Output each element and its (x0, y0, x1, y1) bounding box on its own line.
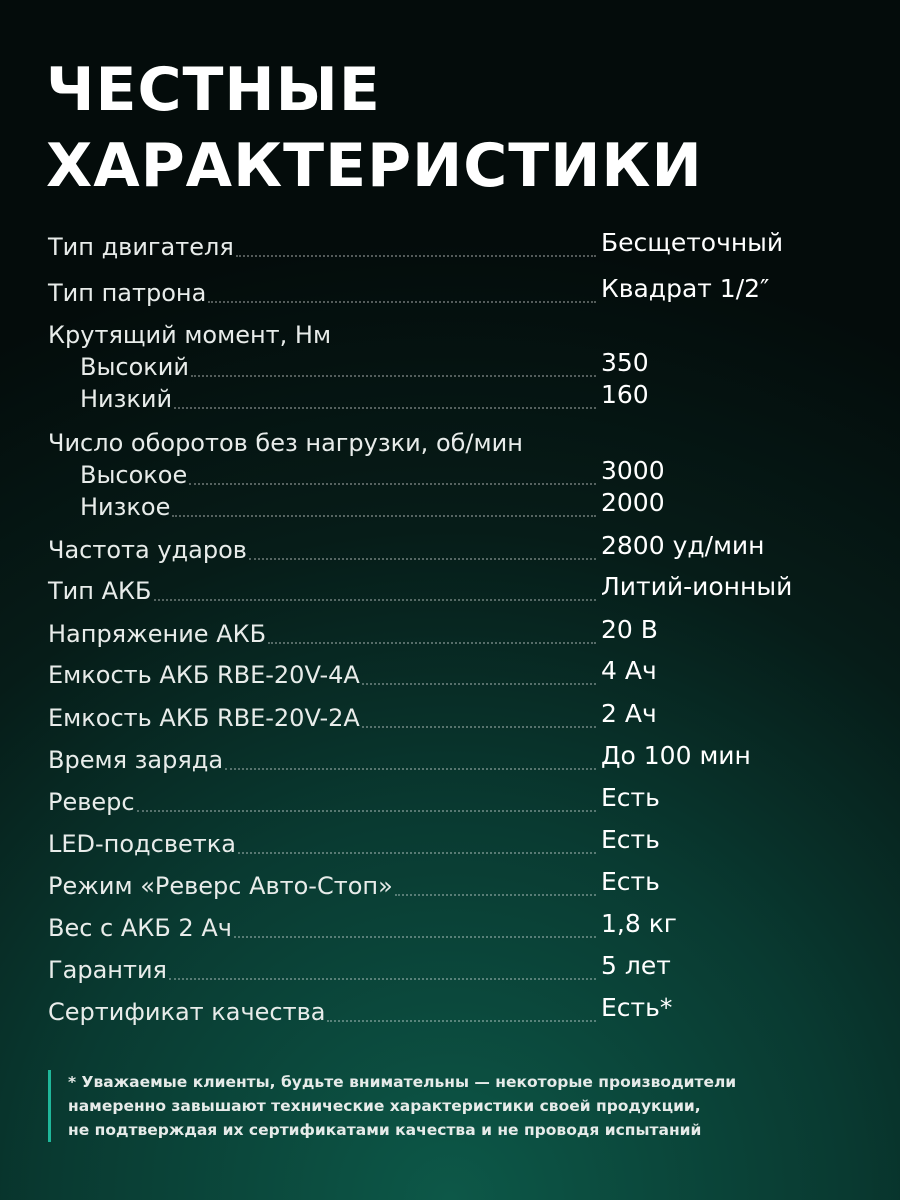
spec-label: Гарантия (48, 956, 167, 984)
spec-row-battery-type (48, 572, 848, 612)
spec-value: 2 Ач (601, 699, 657, 728)
spec-label: Низкое (80, 493, 171, 521)
dotted-leader (327, 1020, 596, 1022)
dotted-leader (249, 558, 596, 560)
page-title (46, 52, 866, 204)
spec-value: 5 лет (601, 951, 671, 980)
spec-value: 4 Ач (601, 656, 657, 685)
spec-label: Высокое (80, 461, 188, 489)
dotted-leader (169, 978, 596, 980)
spec-value: 2000 (601, 488, 665, 517)
spec-label: Реверс (48, 788, 135, 816)
spec-row-chuck-type (48, 274, 848, 314)
spec-row-torque-low (48, 380, 848, 420)
spec-label: Низкий (80, 385, 173, 413)
spec-label: Режим «Реверс Авто-Стоп» (48, 872, 393, 900)
dotted-leader (268, 642, 596, 644)
spec-row-engine-type (48, 228, 848, 268)
spec-label: Тип АКБ (48, 577, 152, 605)
dotted-leader (208, 301, 596, 303)
footnote-line-2: намеренно завышают технические характеристики своей продукции, (68, 1097, 701, 1115)
spec-row-certificate (48, 993, 848, 1033)
spec-row-warranty (48, 951, 848, 991)
spec-label: Вес с АКБ 2 Ач (48, 914, 232, 942)
footnote (48, 1070, 858, 1142)
spec-label: Сертификат качества (48, 998, 326, 1026)
footnote-line-1: * Уважаемые клиенты, будьте внимательны — некоторые производители (68, 1073, 737, 1091)
title-line-1: ЧЕСТНЫЕ (46, 55, 381, 125)
spec-value: 350 (601, 348, 649, 377)
spec-label: Напряжение АКБ (48, 620, 267, 648)
spec-value: Литий-ионный (601, 572, 793, 601)
dotted-leader (395, 894, 596, 896)
spec-label: Емкость АКБ RBE-20V-2A (48, 704, 360, 732)
dotted-leader (172, 515, 596, 517)
dotted-leader (154, 599, 596, 601)
spec-value: Есть (601, 825, 660, 854)
dotted-leader (225, 768, 596, 770)
dotted-leader (362, 726, 596, 728)
spec-heading-label: Число оборотов без нагрузки, об/мин (48, 429, 523, 457)
spec-label: Тип двигателя (48, 233, 234, 261)
spec-row-capacity-2a (48, 699, 848, 739)
dotted-leader (234, 936, 596, 938)
dotted-leader (191, 375, 596, 377)
spec-row-rpm-high (48, 456, 848, 496)
spec-label: LED-подсветка (48, 830, 236, 858)
spec-value: 1,8 кг (601, 909, 677, 938)
spec-heading-label: Крутящий момент, Нм (48, 321, 332, 349)
spec-row-led-light (48, 825, 848, 865)
title-line-2: ХАРАКТЕРИСТИКИ (46, 131, 703, 201)
footnote-line-3: не подтверждая их сертификатами качества и не проводя испытаний (68, 1121, 702, 1139)
spec-row-impact-rate (48, 531, 848, 571)
spec-value: Есть (601, 867, 660, 896)
spec-heading-torque (48, 320, 848, 356)
dotted-leader (362, 683, 596, 685)
spec-row-capacity-4a (48, 656, 848, 696)
spec-value: Бесщеточный (601, 228, 784, 257)
spec-row-weight (48, 909, 848, 949)
spec-label: Время заряда (48, 746, 224, 774)
spec-value: 3000 (601, 456, 665, 485)
spec-value: Есть (601, 783, 660, 812)
spec-row-battery-voltage (48, 615, 848, 655)
spec-row-torque-high (48, 348, 848, 388)
dotted-leader (236, 255, 596, 257)
spec-row-auto-stop (48, 867, 848, 907)
dotted-leader (137, 810, 596, 812)
spec-value: 2800 уд/мин (601, 531, 765, 560)
spec-row-reverse (48, 783, 848, 823)
spec-label: Высокий (80, 353, 189, 381)
spec-label: Емкость АКБ RBE-20V-4A (48, 661, 360, 689)
spec-value: Есть* (601, 993, 673, 1022)
spec-row-rpm-low (48, 488, 848, 528)
spec-value: До 100 мин (601, 741, 751, 770)
spec-heading-rpm (48, 428, 848, 464)
spec-row-charge-time (48, 741, 848, 781)
dotted-leader (174, 407, 596, 409)
spec-value: 20 В (601, 615, 658, 644)
spec-label: Частота ударов (48, 536, 247, 564)
spec-label: Тип патрона (48, 279, 207, 307)
spec-value: 160 (601, 380, 649, 409)
dotted-leader (238, 852, 596, 854)
dotted-leader (189, 483, 596, 485)
spec-value: Квадрат 1/2″ (601, 274, 770, 303)
